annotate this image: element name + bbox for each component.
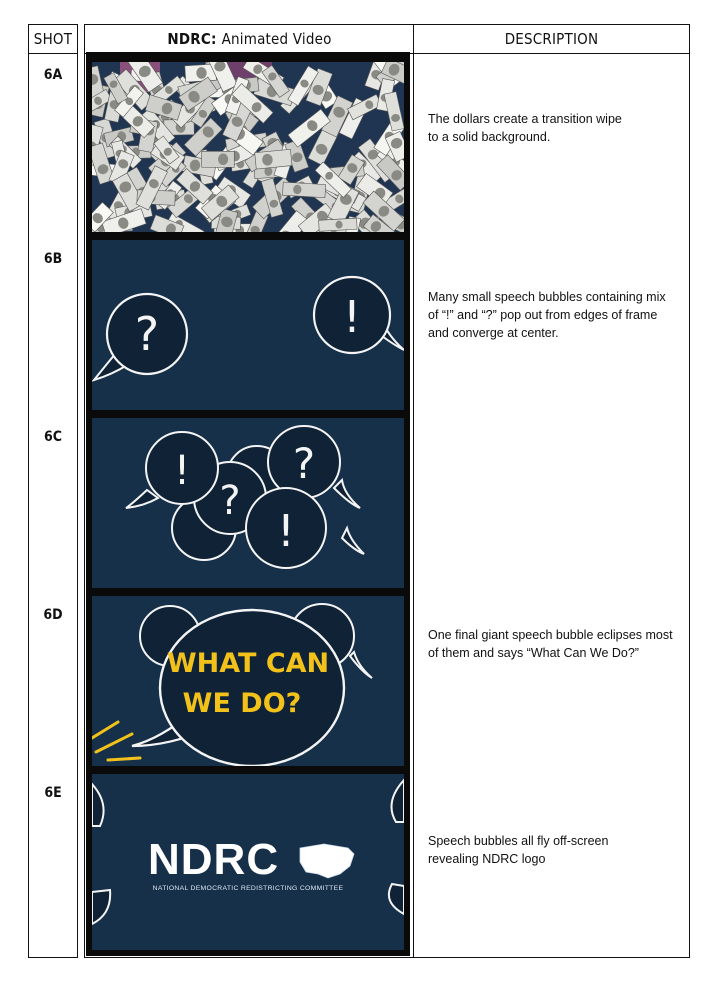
shot-header: SHOT bbox=[29, 25, 77, 54]
panel-6c bbox=[92, 418, 404, 588]
svg-text:?: ? bbox=[134, 307, 160, 361]
ndrc-logo-tagline: NATIONAL DEMOCRATIC REDISTRICTING COMMITTEE bbox=[152, 885, 344, 892]
panel-6d bbox=[92, 596, 404, 766]
svg-text:?: ? bbox=[292, 439, 316, 488]
panel-6a bbox=[92, 62, 404, 232]
dollar-pile-image bbox=[92, 62, 404, 232]
description-6d: One final giant speech bubble eclipses most of them and says “What Can We Do?” bbox=[428, 628, 673, 660]
shot-label-6b: 6B bbox=[43, 251, 63, 267]
svg-text:WHAT CAN: WHAT CAN bbox=[166, 648, 330, 679]
panel-6e-art bbox=[92, 774, 404, 950]
svg-text:!: ! bbox=[173, 448, 191, 494]
shot-label-6c: 6C bbox=[43, 429, 62, 445]
svg-text:!: ! bbox=[277, 506, 295, 557]
svg-text:WE DO?: WE DO? bbox=[182, 688, 302, 719]
description-6b: Many small speech bubbles containing mix of “!” and “?” pop out from edges of frame and converge at center. bbox=[428, 290, 666, 340]
panel-6e bbox=[92, 774, 404, 950]
project-subtitle: Animated Video bbox=[221, 30, 332, 48]
project-header bbox=[85, 25, 414, 54]
description-header: DESCRIPTION bbox=[414, 25, 689, 54]
shot-column bbox=[28, 24, 78, 958]
storyboard-strip bbox=[86, 52, 410, 956]
shot-label-6a: 6A bbox=[43, 67, 63, 83]
svg-text:!: ! bbox=[343, 292, 361, 343]
shot-label-6d: 6D bbox=[43, 607, 63, 623]
description-6a: The dollars create a transition wipe to a solid background. bbox=[428, 112, 622, 144]
ndrc-logo-wordmark: NDRC bbox=[148, 835, 280, 884]
panel-6d-art bbox=[92, 596, 404, 766]
svg-text:?: ? bbox=[219, 478, 241, 524]
panel-6c-art bbox=[92, 418, 404, 588]
description-6e: Speech bubbles all fly off-screen revealing NDRC logo bbox=[428, 834, 609, 866]
panel-6b-art bbox=[92, 240, 404, 410]
panel-6b bbox=[92, 240, 404, 410]
description-column bbox=[413, 24, 690, 958]
shot-label-6e: 6E bbox=[44, 785, 62, 801]
project-name: NDRC: bbox=[167, 30, 217, 48]
